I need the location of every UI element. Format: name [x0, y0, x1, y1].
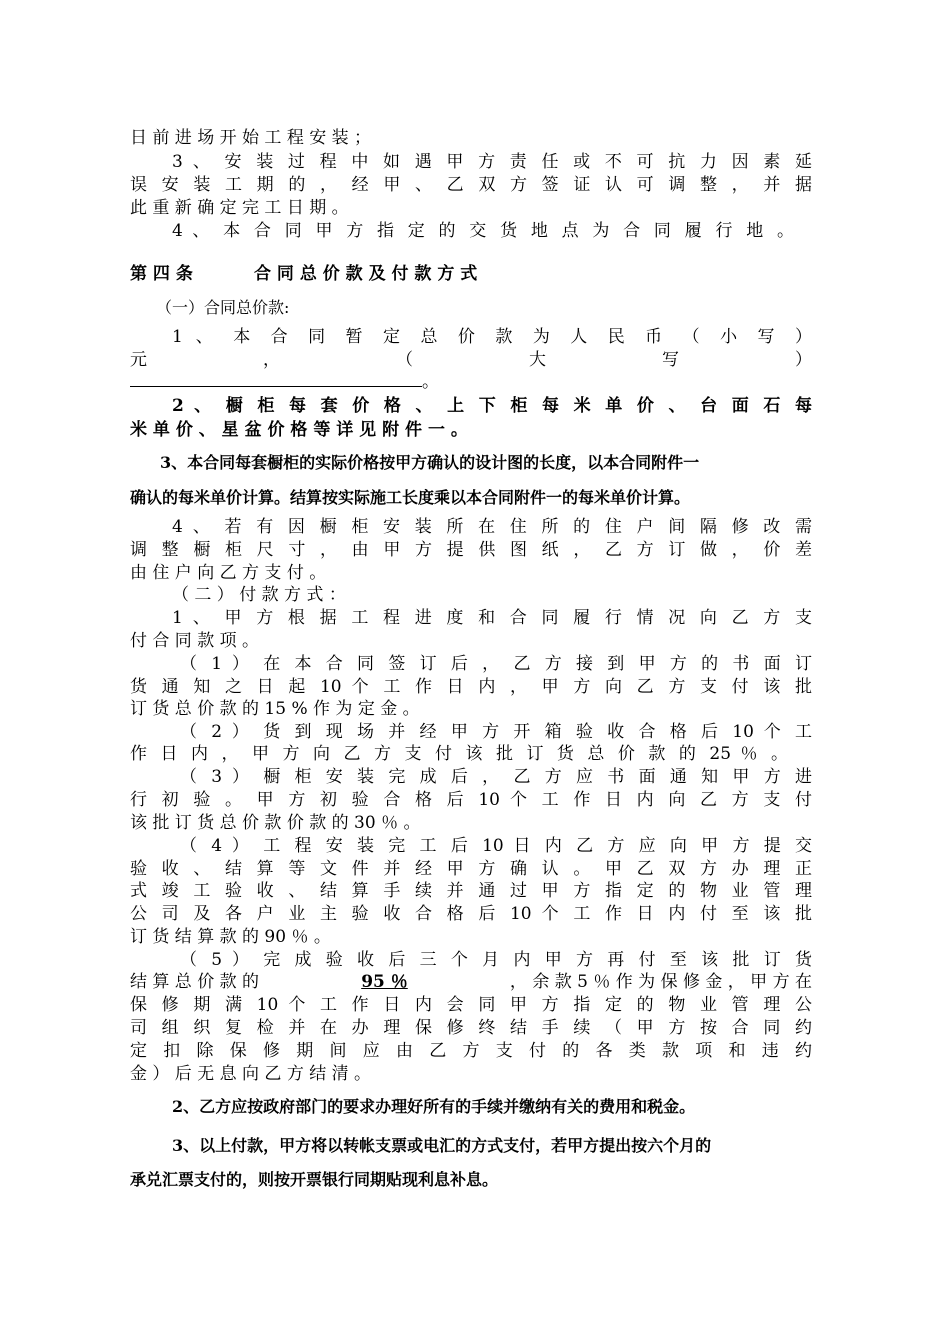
paragraph-line: 验 收 、 结 算 等 文 件 并 经 甲 方 确 认 。 甲 乙 双 方 办 理 正 [130, 859, 812, 879]
paragraph-line: 公 司 及 各 户 业 主 验 收 合 格 后 10 个 工 作 日 内 付 至 该 批 [130, 904, 812, 924]
paragraph-line: 3、以上付款，甲方将以转帐支票或电汇的方式支付，若甲方提出按六个月的 [172, 1136, 712, 1155]
paragraph-line: （ 2 ） 货 到 现 场 并 经 甲 方 开 箱 验 收 合 格 后 10 个 工 [180, 722, 812, 742]
paragraph-line: 保 修 期 满 10 个 工 作 日 内 会 同 甲 方 指 定 的 物 业 管 理 公 [130, 995, 812, 1015]
paragraph-line: 式 竣 工 验 收 、 结 算 手 续 并 通 过 甲 方 指 定 的 物 业 管 理 [130, 881, 812, 901]
paragraph-line: 金 ） 后 无 息 向 乙 方 结 清 。 [130, 1064, 372, 1084]
paragraph-line: 确认的每米单价计算。结算按实际施工长度乘以本合同附件一的每米单价计算。 [130, 488, 691, 507]
paragraph-line: 订 货 结 算 款 的 90 ％ 。 [130, 927, 331, 947]
retention-percent: 95 ％ [361, 972, 408, 992]
paragraph-line: 元 ， （ 大 写 ） [130, 350, 812, 370]
paragraph-line: 此 重 新 确 定 完 工 日 期 。 [130, 198, 349, 218]
paragraph-line: 日 前 进 场 开 始 工 程 安 装 ； [130, 128, 372, 148]
paragraph-line: 该 批 订 货 总 价 款 价 款 的 30 ％ 。 [130, 813, 421, 833]
paragraph-line: 订 货 总 价 款 的 15 % 作 为 定 金 。 [130, 699, 420, 719]
paragraph-line: 行 初 验 。 甲 方 初 验 合 格 后 10 个 工 作 日 内 向 乙 方 支 付 [130, 790, 812, 810]
paragraph-line: 结 算 总 价 款 的 95 ％ ， 余 款 5 ％ 作 为 保 修 金 ， 甲 方 在 [130, 972, 812, 992]
section-heading: （ 二 ） 付 款 方 式 ： [172, 585, 346, 605]
paragraph-line: 误 安 装 工 期 的 ， 经 甲 、 乙 双 方 签 证 认 可 调 整 ， 并 据 [130, 175, 812, 195]
paragraph-line: 承兑汇票支付的，则按开票银行同期贴现利息补息。 [130, 1170, 499, 1189]
paragraph-line: （ 3 ） 橱 柜 安 装 完 成 后 ， 乙 方 应 书 面 通 知 甲 方 进 [180, 767, 812, 787]
paragraph-line: 1 、 本 合 同 暂 定 总 价 款 为 人 民 币 （ 小 写 ） [172, 327, 812, 347]
paragraph-line: 2、乙方应按政府部门的要求办理好所有的手续并缴纳有关的费用和税金。 [172, 1097, 696, 1116]
paragraph-line: 由 住 户 向 乙 方 支 付 。 [130, 563, 327, 583]
blank-line: 。 [130, 370, 812, 394]
paragraph-line: （ 5 ） 完 成 验 收 后 三 个 月 内 甲 方 再 付 至 该 批 订 货 [180, 950, 812, 970]
paragraph-line: 4 、 若 有 因 橱 柜 安 装 所 在 住 所 的 住 户 间 隔 修 改 需 [172, 517, 812, 537]
paragraph-line: 3、本合同每套橱柜的实际价格按甲方确认的设计图的长度，以本合同附件一 [160, 453, 700, 472]
article-heading-title: 合 同 总 价 款 及 付 款 方 式 [254, 264, 478, 284]
paragraph-line: 1 、 甲 方 根 据 工 程 进 度 和 合 同 履 行 情 况 向 乙 方 支 [172, 608, 812, 628]
paragraph-line: 司 组 织 复 检 并 在 办 理 保 修 终 结 手 续 （ 甲 方 按 合 同 约 [130, 1018, 812, 1038]
section-heading: （一）合同总价款: [156, 298, 290, 317]
paragraph-line: 货 通 知 之 日 起 10 个 工 作 日 内 ， 甲 方 向 乙 方 支 付 该 批 [130, 677, 812, 697]
paragraph-line: 4 、 本 合 同 甲 方 指 定 的 交 货 地 点 为 合 同 履 行 地 。 [172, 221, 794, 241]
paragraph-line: 3 、 安 装 过 程 中 如 遇 甲 方 责 任 或 不 可 抗 力 因 素 延 [172, 152, 812, 172]
paragraph-line: 米 单 价 、 星 盆 价 格 等 详 见 附 件 一 。 [130, 420, 468, 440]
paragraph-line: 付 合 同 款 项 。 [130, 631, 260, 651]
amount-blank [130, 370, 422, 387]
paragraph-line: 作 日 内 ， 甲 方 向 乙 方 支 付 该 批 订 货 总 价 款 的 25 ％ 。 [130, 744, 788, 764]
paragraph-line: 2 、 橱 柜 每 套 价 格 、 上 下 柜 每 米 单 价 、 台 面 石 每 [172, 396, 812, 416]
paragraph-line: （ 1 ） 在 本 合 同 签 订 后 ， 乙 方 接 到 甲 方 的 书 面 订 [180, 654, 812, 674]
paragraph-line: 调 整 橱 柜 尺 寸 ， 由 甲 方 提 供 图 纸 ， 乙 方 订 做 ， 价 差 [130, 540, 812, 560]
paragraph-line: （ 4 ） 工 程 安 装 完 工 后 10 日 内 乙 方 应 向 甲 方 提 交 [180, 836, 812, 856]
article-heading-number: 第 四 条 [130, 264, 193, 284]
paragraph-line: 定 扣 除 保 修 期 间 应 由 乙 方 支 付 的 各 类 款 项 和 违 约 [130, 1041, 812, 1061]
